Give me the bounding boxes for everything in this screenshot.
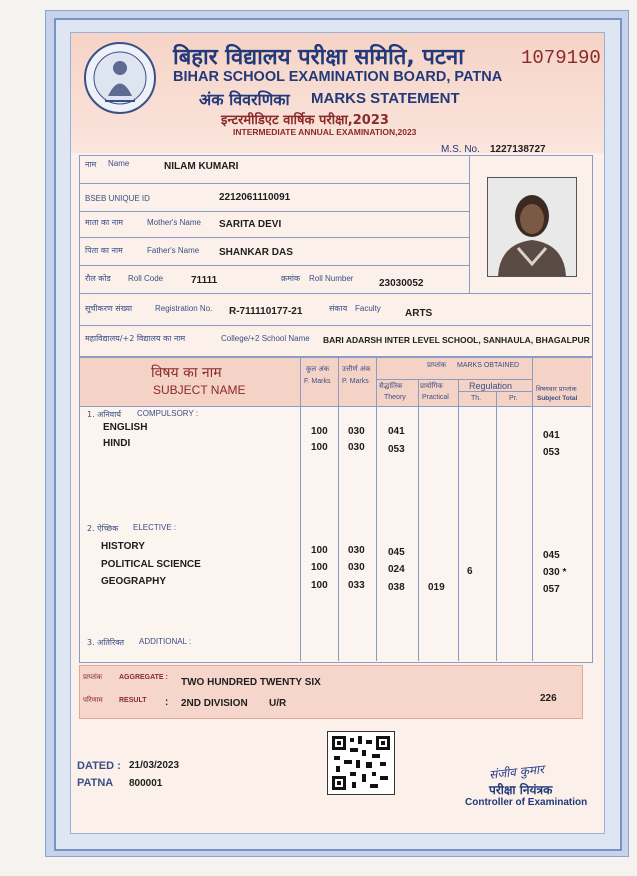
roll-code-label-hindi: रौल कोड [85,274,111,283]
obtained-header-hindi: प्राप्तांक [427,361,447,369]
hindi-pm: 030 [348,442,365,453]
registration-label-hindi: सूचीकरण संख्या [85,304,133,313]
compulsory-section-label: COMPULSORY : [137,409,199,418]
faculty-label: Faculty [355,304,381,313]
college-label: College/+2 School Name [221,334,310,343]
subject-political-science: POLITICAL SCIENCE [101,559,201,570]
polsci-regulation-th: 6 [467,566,473,577]
regulation-pr-header: Pr. [509,395,518,402]
student-name: NILAM KUMARI [164,161,239,172]
serial-number: 1079190 [521,47,601,69]
additional-section-label: ADDITIONAL : [139,637,192,646]
subject-total-header-hindi: विषयवार प्राप्तांक [536,385,577,393]
geography-total: 057 [543,584,560,595]
theory-header-hindi: सैद्धांतिक [379,382,403,390]
dated-value: 21/03/2023 [129,760,180,771]
geography-pm: 033 [348,580,365,591]
subject-history: HISTORY [101,541,145,552]
history-pm: 030 [348,545,365,556]
practical-header-hindi: प्रायोगिक [420,382,443,390]
aggregate-label-hindi: प्राप्तांक [83,673,103,681]
elective-section-hindi: 2. ऐच्छिक [87,524,119,533]
hindi-fm: 100 [311,442,328,453]
subject-header-english: SUBJECT NAME [153,383,246,397]
aggregate-label: AGGREGATE : [119,674,168,681]
polsci-theory: 024 [388,564,405,575]
regulation-header: Regulation [469,381,513,391]
result-flag: U/R [269,698,287,709]
controller-title: Controller of Examination [465,797,588,808]
certificate-body [70,32,605,834]
father-label-hindi: पिता का नाम [85,246,123,255]
ms-no-value: 1227138727 [490,144,546,155]
uid-value: 2212061110091 [219,192,291,203]
controller-title-hindi: परीक्षा नियंत्रक [489,783,553,797]
subject-total-header: Subject Total [537,395,578,402]
subject-hindi: HINDI [103,438,131,449]
aggregate-total: 226 [540,693,557,704]
college-value: BARI ADARSH INTER LEVEL SCHOOL, SANHAULA, BHAGALPUR [323,335,590,345]
polsci-fm: 100 [311,562,328,573]
english-fm: 100 [311,426,328,437]
fmarks-header: F. Marks [304,378,331,385]
roll-number-label-hindi: क्रमांक [281,274,301,283]
polsci-pm: 030 [348,562,365,573]
result-label: RESULT [119,697,147,704]
history-fm: 100 [311,545,328,556]
roll-number-label: Roll Number [309,274,354,283]
fmarks-header-hindi: कुल अंक [306,365,330,373]
dated-label: DATED : [77,760,121,772]
controller-signature: संजीव कुमार [488,762,545,782]
registration-label: Registration No. [155,304,213,313]
pmarks-header: P. Marks [342,378,369,385]
statement-english: MARKS STATEMENT [311,90,460,107]
father-name: SHANKAR DAS [219,247,293,258]
exam-name-hindi: इन्टरमीडिएट वार्षिक परीक्षा,2023 [221,113,389,128]
hindi-total: 053 [543,447,560,458]
hindi-theory: 053 [388,444,405,455]
compulsory-section-hindi: 1. अनिवार्य [87,410,121,419]
pmarks-header-hindi: उत्तीर्ण अंक [342,365,371,373]
result-label-hindi: परिणाम [83,696,103,704]
additional-section-hindi: 3. अतिरिक्त [87,638,125,647]
english-pm: 030 [348,426,365,437]
qr-code [327,731,395,795]
elective-section-label: ELECTIVE : [133,523,177,532]
roll-code-label: Roll Code [128,274,164,283]
theory-header: Theory [384,394,406,401]
english-total: 041 [543,430,560,441]
history-theory: 045 [388,547,405,558]
roll-code-value: 71111 [191,275,218,286]
board-logo [83,41,157,115]
board-name-english: BIHAR SCHOOL EXAMINATION BOARD, PATNA [173,69,503,85]
subject-header-hindi: विषय का नाम [151,365,222,381]
statement-hindi: अंक विवरणिका [199,90,290,109]
uid-label: BSEB UNIQUE ID [85,194,150,203]
college-label-hindi: महाविद्यालय/+2 विद्यालय का नाम [85,334,186,343]
geography-fm: 100 [311,580,328,591]
subject-english: ENGLISH [103,422,148,433]
registration-value: R-711110177-21 [229,306,303,317]
exam-name-english: INTERMEDIATE ANNUAL EXAMINATION,2023 [233,127,417,137]
name-label: Name [108,159,130,168]
practical-header: Practical [422,394,449,401]
faculty-label-hindi: संकाय [329,304,348,313]
result-colon: : [165,697,169,708]
regulation-th-header: Th. [471,395,482,402]
name-label-hindi: नाम [85,160,97,169]
student-photo [487,177,577,277]
subject-geography: GEOGRAPHY [101,576,167,587]
ms-no-label: M.S. No. [441,144,480,155]
mother-label: Mother's Name [147,218,201,227]
board-name-hindi: बिहार विद्यालय परीक्षा समिति, पटना [173,45,464,70]
pin-code: 800001 [129,778,163,789]
result-division: 2ND DIVISION [181,698,248,709]
history-total: 045 [543,550,560,561]
father-label: Father's Name [147,246,200,255]
obtained-header: MARKS OBTAINED [457,362,520,369]
geography-practical: 019 [428,582,445,593]
place-label: PATNA [77,777,114,789]
faculty-value: ARTS [405,308,433,319]
aggregate-words: TWO HUNDRED TWENTY SIX [181,677,321,688]
roll-number-value: 23030052 [379,278,424,289]
polsci-total: 030 * [543,567,567,578]
mother-label-hindi: माता का नाम [85,218,124,227]
mother-name: SARITA DEVI [219,219,282,230]
english-theory: 041 [388,426,405,437]
geography-theory: 038 [388,582,405,593]
